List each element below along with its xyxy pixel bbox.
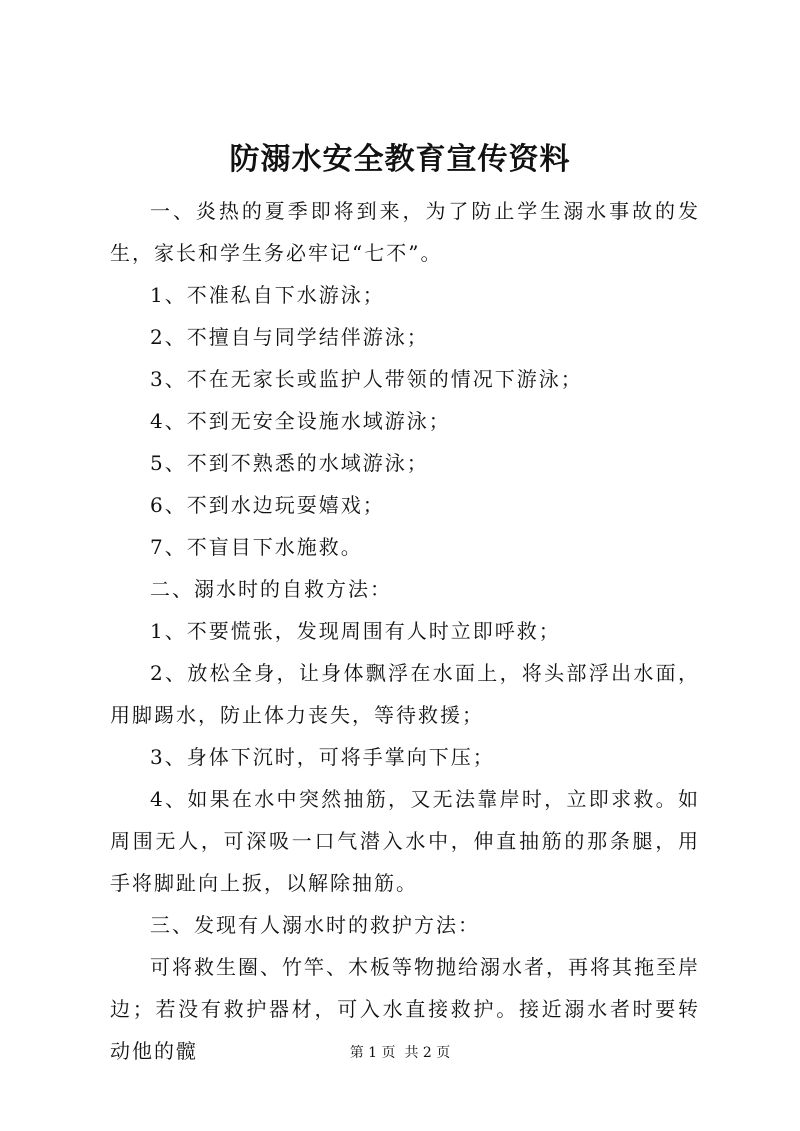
rule-item-1: 1、不准私自下水游泳；	[150, 283, 385, 307]
section-heading-rescue-others: 三、发现有人溺水时的救护方法：	[150, 913, 480, 937]
rescue-others-paragraph: 可将救生圈、竹竿、木板等物抛给溺水者，再将其拖至岸边；若没有救护器材，可入水直接救护。接近溺水者时要转动他的髋	[110, 955, 700, 1063]
rule-item-4: 4、不到无安全设施水域游泳；	[150, 409, 451, 433]
self-rescue-item-4: 4、如果在水中突然抽筋，又无法靠岸时，立即求救。如周围无人，可深吸一口气潜入水中，伸直抽筋的那条腿，用手将脚趾向上扳，以解除抽筋。	[110, 787, 700, 895]
page-footer	[0, 1043, 800, 1063]
section-heading-self-rescue: 二、溺水时的自救方法：	[150, 577, 392, 601]
self-rescue-item-2: 2、放松全身，让身体飘浮在水面上，将头部浮出水面，用脚踢水，防止体力丧失，等待救援；	[110, 661, 700, 727]
page-number-label: 第 1 页 共 2 页	[349, 1045, 451, 1061]
rule-item-6: 6、不到水边玩耍嬉戏；	[150, 493, 385, 517]
document-title: 防溺水安全教育宣传资料	[229, 142, 571, 177]
paragraph-intro: 一、炎热的夏季即将到来，为了防止学生溺水事故的发生，家长和学生务必牢记“七不”。	[110, 199, 700, 265]
rule-item-3: 3、不在无家长或监护人带领的情况下游泳；	[150, 367, 583, 391]
rule-item-2: 2、不擅自与同学结伴游泳；	[150, 325, 429, 349]
rule-item-5: 5、不到不熟悉的水域游泳；	[150, 451, 429, 475]
rule-item-7: 7、不盲目下水施救。	[150, 535, 363, 559]
document-body	[110, 190, 700, 1072]
self-rescue-item-1: 1、不要慌张，发现周围有人时立即呼救；	[150, 619, 561, 643]
self-rescue-item-3: 3、身体下沉时，可将手掌向下压；	[150, 745, 495, 769]
